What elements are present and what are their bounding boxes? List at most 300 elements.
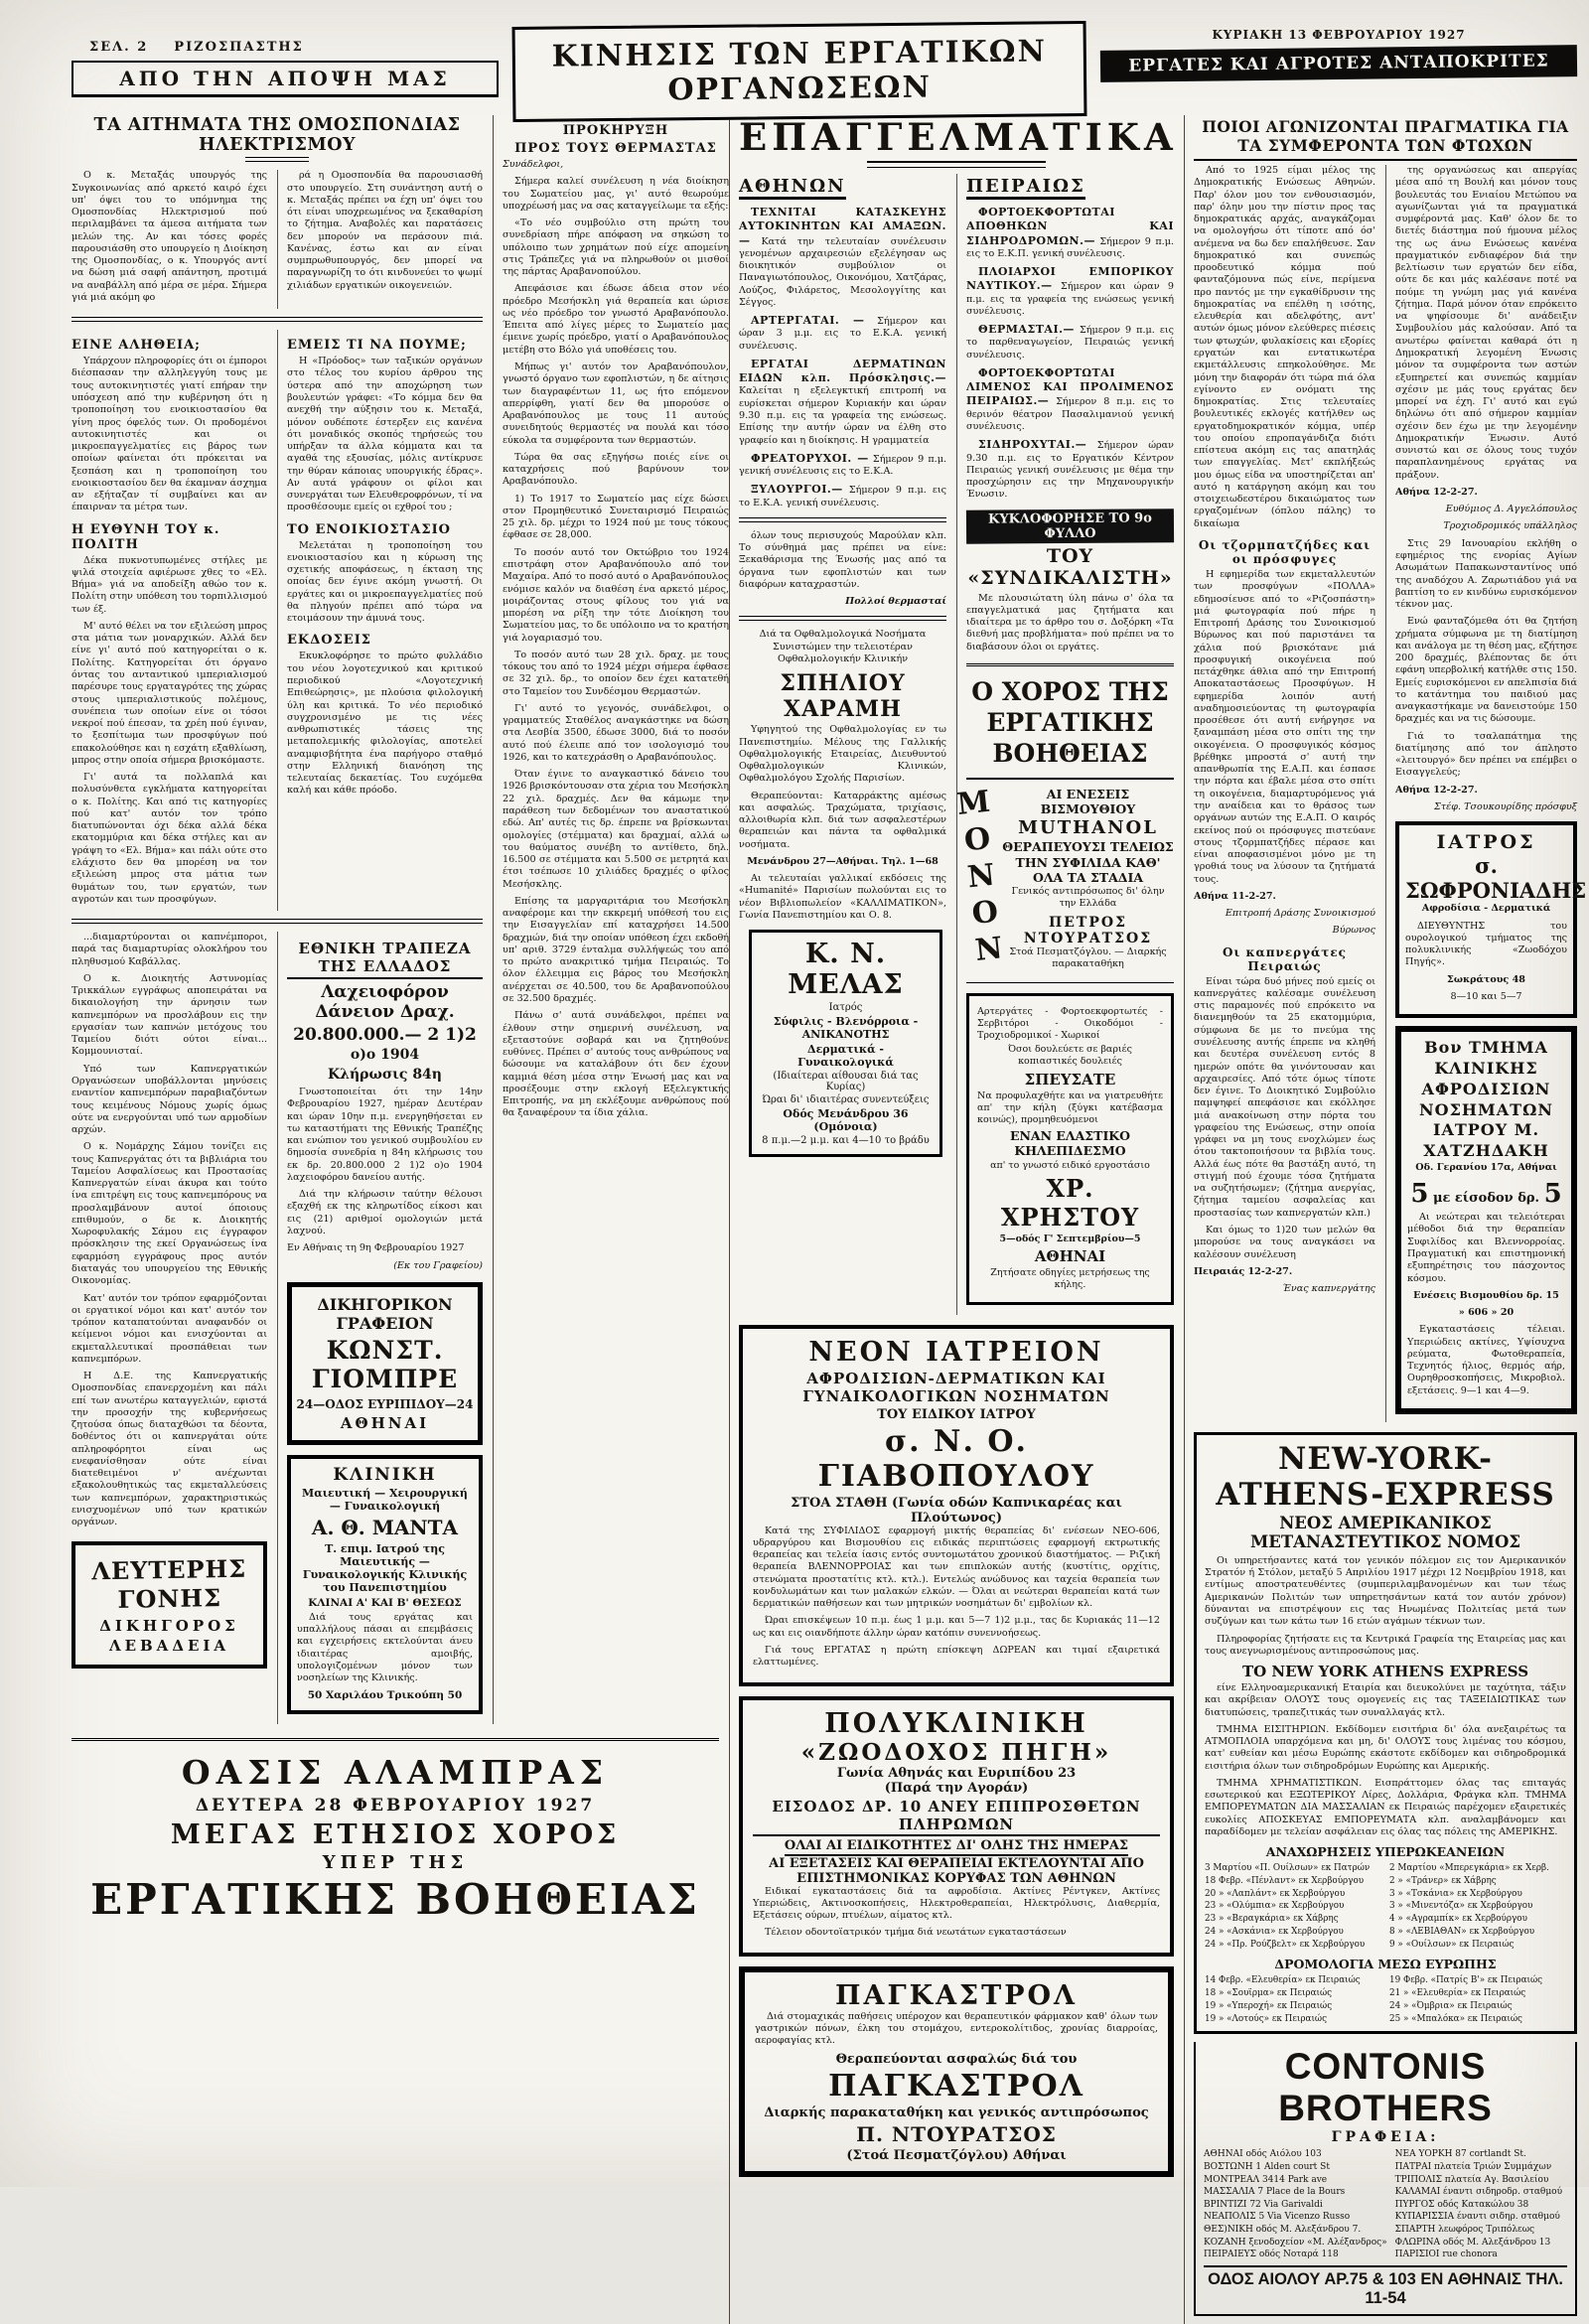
- ad-line: ΑΙ ΕΝΕΣΕΙΣ ΒΙΣΜΟΥΘΙΟΥ: [1040, 786, 1136, 816]
- article-politis: [72, 522, 267, 906]
- article-ekdoseis: [287, 633, 483, 797]
- ad-title2: ΑΦΡΟΔΙΣΙΩΝ ΝΟΣΗΜΑΤΩΝ: [1419, 1079, 1553, 1119]
- ad-entry-fee: ΕΙΣΟΔΟΣ ΔΡ. 10 ΑΝΕΥ ΕΠΙΠΡΟΣΘΕΤΩΝ ΠΛΗΡΩΜΩΝ: [753, 1798, 1160, 1836]
- ad-hours: 8—10 και 5—7: [1450, 990, 1522, 1002]
- ad-text: Εγκαταστάσεις τέλειαι. Υπεριώδεις ακτίνες, Υψίσυχνα ρεύματα, Φωτοθεραπεία, Τεχνητός ήλιος, θερμός αήρ, Ουρηθροσκοπήσεις, Μικροβιολ. εξετάσεις. 9—1 και 4—9.: [1407, 1324, 1565, 1396]
- ad-venue: ΟΑΣΙΣ ΑΛΑΜΠΡΑΣ: [181, 1753, 610, 1793]
- correspondents-section: [1184, 115, 1587, 2324]
- ad-text: Ειδικαί εγκαταστάσεις διά τα αφροδίσια. Ακτίνες Ρέντγκεν, Ακτίνες Υπεριώδεις, Ακτινοσκοπήσεις, Ηλεκτροθεραπείαι, Ηλεκτρόλυσις, Διαθερμία, Εξετάσεις ούρων, πτυέλων, αίματος κτλ.: [753, 1885, 1160, 1922]
- article-eine-alitheia: [72, 338, 267, 513]
- ad-address: Μενάνδρου 27—Αθήναι. Τηλ. 1—68: [747, 855, 939, 867]
- article-text: Υπάρχουν πληροφορίες ότι οι έμποροι διέσπασαν την αλληλεγγύη τους με τους αυτοκινητιστές γιατί επήραν την υπόσχεση από την κυβέρνηση ότι η τροποποίηση του ενοικιοστασίου θα γίνη προς όφελός των. Οι προδομένοι αυτοκινητιστές και οι μικροεπαγγελματίες εις βάρος των οποίων φαίνεται ότι πρόκειται να ξεσπάση και η τροποποίηση του ενοικιοστασίου δεν θα έκαμναν άσχημα αν εξήταζαν τί συμβαίνει και αν έπαιρναν τα μέτρα των.: [72, 356, 267, 513]
- ad-price: » 606 » 20: [1458, 1307, 1515, 1319]
- letter-headline: Οι τζορμπατζήδες και οι πρόσφυγες: [1198, 537, 1372, 566]
- article-text: Μελετάται η τροποποίηση του ενοικιοστασίου και η κύρωση της σχετικής αποφάσεως, η έκταση της οποίας δεν έγινε ακόμη γνωστή. Οι εργάτες και οι μικροεπαγγελματίες πού θα πληγούν πρέπει από τώρα να ετοιμάσουν την άμυνά τους.: [287, 539, 483, 625]
- office-row: ΠΕΙΡΑΙΕΥΣ οδός Νοταρά 118: [1204, 2250, 1339, 2260]
- office-row: ΜΟΝΤΡΕΑΛ 3414 Park ave: [1204, 2174, 1328, 2185]
- notice-text: Σήμερον 9 π.μ. εις το Ε.Κ.Α. γενική συνέλευσις.: [739, 485, 946, 508]
- ad-title: NEW-YORK-ATHENS-EXPRESS: [1216, 1440, 1555, 1513]
- notice-title: ΦΡΕΑΤΟΡΥΧΟΙ. —: [751, 451, 869, 465]
- ad-product: ΕΝΑΝ ΕΛΑΣΤΙΚΟ ΚΗΛΕΠΙΔΕΣΜΟ: [1009, 1127, 1131, 1158]
- departure-row: 3 » «Μινεντόζα» εκ Χερβούργου: [1389, 1901, 1533, 1912]
- headline-rule: [245, 157, 309, 162]
- section-divider: [739, 616, 946, 621]
- article-proclamation-stokers: [503, 123, 729, 1120]
- ad-christou-truss: [966, 993, 1174, 1305]
- letter-kapnergates: [1194, 945, 1375, 1296]
- article-emeis: [287, 338, 483, 513]
- loan-year: ο)ο 1904: [350, 1047, 420, 1064]
- draw-number: Κλήρωσις 84η: [328, 1067, 442, 1084]
- article-headline: ΕΙΝΕ ΑΛΗΘΕΙΑ;: [72, 338, 201, 354]
- article-text: Μ' αυτό θέλει να τον εξιλεώση μπρος στα μάτια των μοναρχικών. Αλλά δεν είνε γι' αυτό πού κατηγορείται ο κ. Πολίτης. Κατηγορείται ότι όργανο όντας του ανταντικού ιμπεριαλισμού παρέσυρε τους εργαταγρότες της χώρας στους ιμπεριαλιστικούς πολέμους, συνέπεια των οποίων είνε οι τόσοι νεκροί πού έπεσαν, τα χρέη πού έγιναν, το ξεσπίτωμα των προσφύγων πού επακολούθησε και η εσχάτη εξαθλίωση, μπρος στην οποία σήμερα βρισκόμαστε.: [72, 620, 267, 766]
- ad-text: Διά τους εργάτας και υπαλλήλους πάσαι αι επεμβάσεις και εγχειρήσεις εκτελούνται άνευ ιδιαιτέρας αμοιβής, υπολογιζομένων μόνον των νοσηλείων της Κλινικής.: [297, 1611, 473, 1684]
- notice-title: ΞΥΛΟΥΡΓΟΙ.—: [751, 483, 843, 497]
- section-divider: [72, 317, 483, 322]
- ad-line: Ώραι δι' ιδιαιτέρας συνεντεύξεις: [762, 1094, 930, 1106]
- departure-row: 9 » «Ουίλσων» εκ Πειραιώς: [1389, 1939, 1515, 1950]
- fee-number: 5: [1410, 1179, 1429, 1210]
- office-row: ΒΡΙΝΤΙΖΙ 72 Via Garivaldi: [1204, 2199, 1323, 2210]
- notice-text: Σήμερον και ώραν 3 μ.μ. εις το Ε.Κ.Α. γενική συνέλευσις.: [739, 316, 946, 352]
- office-row: ΚΑΛΑΜΑΙ έναντι σιδηροδρ. σταθμού: [1394, 2187, 1563, 2198]
- departure-row: 14 Φεβρ. «Ελευθερία» εκ Πειραιώς: [1205, 1975, 1361, 1986]
- article-text: Υπό των Καπνεργατικών Οργανώσεων υποβάλλονται μηνύσεις εναντίον καπνεμπόρων παραβιαζόντων τους κειμένους Νόμους χωρίς όμως ούτε να ενεργούνται υπό των αρμοδίων αρχών.: [72, 1063, 267, 1136]
- notice-item: [739, 358, 946, 447]
- article-text: Απεφάσισε και έδωσε άδεια στον νέο πρόεδρο Μεσήσκλη γιά θεραπεία και ώρισε ως νέο πρόεδρο τον γνωστό Αραβανόπουλο. Έπειτα από λίγες μέρες το Σωματείο μας έμεινε χωρίς πρόεδρο, γιατί ο Αραβανόπουλος μετέβη στο Βόλο γιά υποθέσεις του.: [503, 283, 729, 356]
- ad-name: Κ. Ν. ΜΕΛΑΣ: [788, 939, 904, 1001]
- ad-call-to-action: ΣΠΕΥΣΑΤΕ: [1024, 1070, 1116, 1089]
- article-headline: ΠΡΟΚΗΡΥΞΗ: [562, 123, 669, 138]
- letter-date: Αθήνα 12-2-27.: [1395, 486, 1478, 498]
- offices-right: [1395, 2148, 1567, 2260]
- notice-text: Σήμερον 9 π.μ. εις το παρθεναγωγείον, Πειραιώς γενική συνέλευσις.: [966, 325, 1174, 361]
- header-rule: [867, 161, 1046, 168]
- correspondents-subcol-right: [1385, 165, 1587, 1422]
- notice-title: ΑΡΤΕΡΓΑΤΑΙ. —: [751, 314, 865, 328]
- office-row: ΚΟΖΑΝΗ ξενοδοχείον «Μ. Αλέξανδρος»: [1204, 2237, 1387, 2248]
- correspondents-subcol-left: [1194, 165, 1375, 1422]
- letter-signature: Τροχιοδρομικός υπάλληλος: [1443, 520, 1577, 532]
- ad-gonis-lawyer: [72, 1541, 267, 1669]
- ad-address: Στοά Πεσματζόγλου. — Διαρκής παρακαταθήκη: [1009, 946, 1167, 970]
- ad-line: ΚΛΙΝΑΙ Α' ΚΑΙ Β' ΘΕΣΕΩΣ: [308, 1596, 462, 1609]
- article-text: Κατ' αυτόν τον τρόπον εφαρμόζονται οι εργατικοί νόμοι και κατ' αυτόν τον τρόπον καταπατούνται αναφανδόν οι κείμενοι νόμοι και ενισχύονται αι εκμεταλλευτικαί προσπάθειαι των καπνεμπόρων.: [72, 1292, 267, 1365]
- notice-text: Σήμερον ώραν 9.30 π.μ. εις το Εργατικόν Κέντρον Πειραιώς γενική συνέλευσις με θέμα την προσχώρησιν εις την Μηχανουργικήν Ένωσιν.: [966, 440, 1174, 501]
- city-label-athens: ΑΘΗΝΩΝ: [739, 176, 846, 200]
- article-text: Εκυκλοφόρησε το πρώτο φυλλάδιο του νέου λογοτεχνικού και κριτικού περιοδικού «Λογοτεχνική Επιθεώρησις», με πλούσια φιλολογική ύλη και κριτικά. Το νέο περιοδικό συγχρονισμένο με τις νέες ανθρωπιστικές τάσεις της μεταπολεμικής φιλολογίας, αποτελεί αναμφισβήτητα ένα παρήγορο σταθμό στην Ελληνική διανόηση της τελευταίας δεκαετίας. Του ευχόμεθα καλή και κάθε πρόοδο.: [287, 651, 483, 797]
- departure-row: 19 Φεβρ. «Πατρίς Β'» εκ Πειραιώς: [1389, 1975, 1543, 1986]
- article-text: Τώρα θα σας εξηγήσω ποιές είνε οι καταχρήσεις πού βαρύνουν τον Αραβανόπουλο.: [503, 451, 729, 488]
- departure-row: 23 » «Ολύμπια» εκ Χερβούργου: [1205, 1901, 1345, 1912]
- ad-agent-name: Π. ΝΤΟΥΡΑΤΣΟΣ: [856, 2122, 1057, 2147]
- notice-title: ΦΟΡΤΟΕΚΦΟΡΤΩΤΑΙ ΑΠΟΘΗΚΩΝ ΚΑΙ ΣΙΔΗΡΟΔΡΟΜΩΝ.—: [966, 206, 1174, 247]
- departure-row: 21 » «Ελευθερία» εκ Πειραιώς: [1389, 1988, 1526, 1999]
- ad-text: Πληροφορίας ζητήσατε εις τα Κεντρικά Γραφεία της Εταιρείας μας και τους ανεγνωρισμένους αντιπροσώπους μας.: [1205, 1633, 1566, 1657]
- professional-piraeus: [956, 174, 1174, 1315]
- fee-number: 5: [1543, 1179, 1562, 1210]
- departure-row: 18 » «Σουϊρμα» εκ Πειραιώς: [1205, 1988, 1333, 1999]
- ad-brand: ΠΑΓΚΑΣΤΡΟΛ: [835, 1979, 1078, 2011]
- ad-note: Ζητήσατε οδηγίες μετρήσεως της κήλης.: [990, 1267, 1150, 1291]
- ad-pagkastrol: [739, 1966, 1174, 2178]
- ad-new-york-athens-express: [1194, 1432, 1577, 2035]
- ad-text: Θεραπεύονται: Καταρράκτης αμέσως και ασφαλώς. Τραχώματα, τριχίασις, αλλοιθωρία κλπ. διά των ασφαλεστέρων θεραπειών και πάντα τα οφθαλμικά νοσήματα.: [739, 790, 946, 850]
- article-text: Ο κ. Διοικητής Αστυνομίας Τρικκάλων εγγράφως αποπειράται να δικαιολογήση την άρνησιν των καπνεμπόρων να προσλάβουν εις την εργασίαν των καπνών μετόχους του Ταμείου διότι ούτοι είναι... Κομμουνισταί.: [72, 972, 267, 1058]
- ad-line: απ' το γνωστό ειδικό εργοστάσιο: [990, 1159, 1150, 1171]
- ad-line: Τ. επιμ. Ιατρού της Μαιευτικής — Γυναικολογικής Κλινικής του Πανεπιστημίου: [302, 1541, 468, 1594]
- ad-word-monon: ΜΟΝΟΝ: [954, 784, 1009, 970]
- article-text: Όταν έγινε το αναγκαστικό δάνειο του 1926 βρισκόντουσαν στα χέρια του Μεσήσκλη 22 χιλ. δραχμές. Δεν θα κάμωμε την παράθεση των δεδομένων του αναστατικού εδώ. Απ' αυτές τις δρ. έπρεπε να βρίσκωνται ομολογίες (στέμματα) και δραχμαί, αλλά ω του θαύματος συνέβη το αντίθετο, δηλ. 16.500 σε στέμματα και 5.500 σε μετρητά και έτσι τσέπωσε 10 χιλιάδες δραχμές ο φίλος Μεσήσκλης.: [503, 769, 729, 890]
- ad-text: Υφηγητού της Οφθαλμολογίας εν τω Πανεπιστημίω. Μέλους της Γαλλικής Οφθαλμολογικής Εταιρείας, Διευθυντού Οφθαλμολογικών Κλινικών, Οφθαλμολόγου Σχολής Παρισίων.: [739, 724, 946, 785]
- ad-beneficiary: ΕΡΓΑΤΙΚΗΣ ΒΟΗΘΕΙΑΣ: [90, 1875, 700, 1925]
- notice-text: Σήμερον 9 π.μ. εις το Ε.Κ.Π. γενική συνέλευσις.: [966, 235, 1174, 259]
- ad-contonis-brothers: [1194, 2042, 1577, 2315]
- article-electricity-demands: [72, 115, 483, 309]
- ad-line: ΥΠΕΡ ΤΗΣ: [322, 1852, 469, 1874]
- section-divider: [739, 517, 946, 522]
- ad-workers-note: Γιά τους ΕΡΓΑΤΑΣ η πρώτη επίσκεψη ΔΩΡΕΑΝ και τιμαί εξαιρετικά ελαττωμένες.: [753, 1644, 1160, 1669]
- departures-left: [1205, 1862, 1381, 1951]
- correspondents-headline: ΠΟΙΟΙ ΑΓΩΝΙΖΟΝΤΑΙ ΠΡΑΓΜΑΤΙΚΑ ΓΙΑ ΤΑ ΣΥΜΦΕΡΟΝΤΑ ΤΩΝ ΦΤΩΧΩΝ: [1194, 117, 1577, 161]
- masthead: [72, 14, 1577, 109]
- ad-company-name: CONTONIS BROTHERS: [1278, 2046, 1493, 2129]
- departure-row: 24 » «Όμβρια» εκ Πειραιώς: [1389, 2000, 1513, 2011]
- article-text: ρά η Ομοσπονδία θα παρουσιασθή στο υπουργείο. Στη συνάντηση αυτή ο κ. Μεταξάς πρέπει να έχη υπ' όψει του ότι είναι υποχρεωμένος να ξεκαθαρίση το ζήτημα. Αναβολές και παρατάσεις δεν μπορούν να περάσουν πιά. Κανένας, έστω και αν είναι συμπρωθυπουργός, δεν μπορεί να παραγνωρίζη το ότι κινδυνεύει το ψωμί χιλιάδων εργατικών οικογενειών.: [287, 170, 483, 291]
- letter-text: Είναι τώρα δυό μήνες πού εμείς οι καπνεργάτες καλέσαμε συνέλευση στις παραμονές πού επρόκειτο να διανεμηθούν τα 25 εκατομμύρια, σύμφωνα δε με το πνεύμα της συνέλευσης αυτής έπρεπε να κληθή και δευτέρα συνέλευση εντός 8 ημερών οπότε θα γινόντουσαν και αρχαιρεσίες. Από τότε όμως τίποτε δεν έγινε. Το Διοικητικό Συμβούλιο παμψηφεί απεφάσισε και εκόλλησε μιά ανακοίνωση στην πόρτα του γραφείου της Ενώσεως, στην οποία γράφει να μη τους ενοχλώμεν έως ότου τακτοποιήσουν τα βιβλία τους. Αλλά έως πότε θα βαστάξη αυτό, τη στιγμή πού έχουμε τόσα ζητήματα να συζητήσωμεν; (ζήτημα ανεργίας, ζήτημα ταμείου ασφαλείας και προστασίας των καπνεργατών κλπ.): [1194, 975, 1375, 1219]
- ad-national-bank: [287, 940, 483, 1272]
- letter-signature: Ευθύμιος Δ. Αγγελόπουλος: [1445, 504, 1577, 515]
- departures-title: ΑΝΑΧΩΡΗΣΕΙΣ ΥΠΕΡΩΚΕΑΝΕΙΩΝ: [1265, 1844, 1506, 1860]
- ad-title: Βον ΤΜΗΜΑ ΚΛΙΝΙΚΗΣ: [1424, 1038, 1548, 1078]
- letter-text: Η εφημερίδα των εκμεταλλευτών των προσφύγων «ΠΟΛΛΑ» εδημοσίευσε από το «Ριζοσπάστη» μιά φωτογραφία πού πήρε η Επιτροπή Δράσης του Συνοικισμού Βύρωνος και πού παριστάνει τα χάλια πού βρισκότανε μιά προσφυγική οικογένεια πού πετάχθηκε άθλια από την Επιτροπή Αποκαταστάσεως Προσφύγων. Η εφημερίδα λοιπόν αυτή αναδημοσιεύοντας τη φωτογραφία προσέθεσε ότι αυτή ενήργησε να ξαναμπάση μέσα στο σπίτι της την οικογένεια. Ο προσφυγικός κόσμος βρέθηκε μπροστά σ' αυτή την απανθρωπία της Ε.Α.Π. και έσπασε την πόρτα και έβαλε μέσα στο σπίτι τη οικογένεια, διαμαρτυρόμενος γιά την αναίδεια και το θράσος των οργάνων αυτών της Ε.Α.Π. Ο καιρός εκείνος πού οι πρόσφυγες πιστεύανε στους τζορμπατζήδες πέρασε και είναι αποφασισμένοι μόνο με τη γροθιά τους να λύσουν τα ζητήματά τους.: [1194, 568, 1375, 885]
- ad-address: Οδός Μενάνδρου 36 (Ομόνοια): [783, 1107, 909, 1134]
- left-section: [72, 115, 729, 2324]
- ad-line: Δερματικά - Γυναικολογικά: [797, 1043, 894, 1070]
- departure-row: 24 » «Ασκάνια» εκ Χερβούργου: [1205, 1926, 1344, 1937]
- office-row: ΝΕΑ ΥΟΡΚΗ 87 cortlandt St.: [1394, 2149, 1526, 2160]
- ad-line: (Παρά την Αγοράν): [884, 1780, 1029, 1796]
- notice-item: [966, 206, 1174, 260]
- ad-address: 24—ΟΔΟΣ ΕΥΡΙΠΙΔΟΥ—24: [296, 1396, 474, 1411]
- departure-row: 23 » «Βεραγκάρια» εκ Χάβρης: [1205, 1914, 1339, 1925]
- tobacco-subcol: [72, 932, 267, 1724]
- article-headline: Η ΕΥΘΥΝΗ ΤΟΥ κ. ΠΟΛΙΤΗ: [72, 521, 220, 552]
- article-headline: ΕΜΕΙΣ ΤΙ ΝΑ ΠΟΥΜΕ;: [287, 338, 467, 354]
- letter-date: Πειραιάς 12-2-27.: [1194, 1265, 1293, 1277]
- ad-brand-repeat: ΠΑΓΚΑΣΤΡΟΛ: [828, 2069, 1084, 2105]
- notice-title: ΣΙΔΗΡΟΧΥΤΑΙ.—: [978, 438, 1087, 452]
- article-text: Δέκα πυκνοτυπωμένες στήλες με ψιλά στοιχεία αφιέρωσε χθες το «Ελ. Βήμα» γιά να αποδείξη αθώο τον κ. Πολίτη στην υπόθεση του τορπιλλισμού των έξ.: [72, 554, 267, 615]
- notice-title: ΕΡΓΑΤΑΙ ΔΕΡΜΑΤΙΝΩΝ ΕΙΔΩΝ κλπ. Πρόσκλησις.—: [739, 357, 946, 385]
- letter-signature: Βύρωνος: [1332, 925, 1375, 937]
- office-row: ΑΘΗΝΑΙ οδός Αιόλου 103: [1204, 2149, 1322, 2160]
- article-subheadline: ΠΡΟΣ ΤΟΥΣ ΘΕΡΜΑΣΤΑΣ: [514, 141, 717, 156]
- departure-row: 18 Φεβρ. «Πένλαντ» εκ Χερβούργου: [1205, 1875, 1365, 1886]
- ad-title: ΚΛΙΝΙΚΗ: [333, 1464, 437, 1485]
- ad-line: ΑΙ ΕΞΕΤΑΣΕΙΣ ΚΑΙ ΘΕΡΑΠΕΙΑΙ ΕΚΤΕΛΟΥΝΤΑΙ ΑΠΟ ΕΠΙΣΤΗΜΟΝΙΚΑΣ ΚΟΡΥΦΑΣ ΤΩΝ ΑΘΗΝΩΝ: [769, 1855, 1144, 1886]
- letter-signature: Στέφ. Τσουκουρίδης πρόσφυξ: [1434, 801, 1577, 813]
- notice-humanite: Αι τελευταίαι γαλλικαί εκδόσεις της «Humanité» Παρισίων πωλούνται εις το νέον Βιβλιοπωλείον «ΚΑΛΛΙΜΑΤΙΚΟΝ», Γωνία Πανεπιστημίου και Ο. 8.: [739, 873, 946, 921]
- letter-text: Στις 29 Ιανουαρίου εκλήθη ο εφημέριος της ενορίας Αγίων Ασωμάτων Παπακωνσταντίνος υπό της αναδόχου Α. Ζαρωτιάδου γιά να βαπτίση το εν κινδύνω ευρισκόμενον τέκνον μας.: [1395, 537, 1577, 611]
- ad-text: Οι υπηρετήσαντες κατά τον γενικόν πόλεμον εις τον Αμερικανικόν Στρατόν ή Στόλον, μεταξύ 5 Απριλίου 1917 μέχρι 12 Νοεμβρίου 1918, και εντίμως αποστρατευθέντες (συμπεριλαμβανομένων και των τέως Αμερικανών Πολιτών των υπηρετησάντων κατά τον αυτόν χρόνον) δύνανται να επιστρέψουν εις τας Ηνωμένας Πολιτείας μετά των συζύγων και των κάτω των 16 ετών αγάμων τέκνων των.: [1205, 1554, 1566, 1628]
- offices-left: [1204, 2148, 1387, 2260]
- letter-tzormpatzides: [1194, 538, 1375, 938]
- via-left: [1205, 1974, 1381, 2025]
- notice-title: ΦΟΡΤΟΕΚΦΟΡΤΩΤΑΙ ΛΙΜΕΝΟΣ ΚΑΙ ΠΡΟΛΙΜΕΝΟΣ ΠΕΙΡΑΙΩΣ.—: [966, 365, 1174, 408]
- ad-line: ΤΟΥ ΕΙΔΙΚΟΥ ΙΑΤΡΟΥ: [877, 1406, 1036, 1422]
- salutation: Συνάδελφοι,: [503, 159, 564, 170]
- ad-line: Αφροδίσια - Δερματικά: [1421, 903, 1551, 915]
- ad-line: Όσοι δουλεύετε σε βαριές κοπιαστικές δουλειές: [1008, 1044, 1132, 1068]
- notice-text: Σήμερον και ώραν 9 π.μ. εις τα γραφεία της ενώσεως γενική συνέλευσις.: [966, 281, 1174, 317]
- ad-text: ΤΜΗΜΑ ΕΙΣΙΤΗΡΙΩΝ. Εκδίδομεν εισιτήρια δι' όλα ανεξαιρέτως τα ΑΤΜΟΠΛΟΙΑ υπαρχόμενα και μη, δι' ΟΛΟΥΣ τους λιμένας του κόσμου, κατ' ευθείαν και μέσω Ευρώπης εκάστοτε εκδίδομεν και σιδηροδρομικά εισιτήρια όλων των σιδηροδρόμων Ευρώπης και Αμερικής.: [1205, 1723, 1566, 1772]
- office-row: ΝΕΑΠΟΛΙΣ 5 Via Vicenzo Russo: [1204, 2212, 1351, 2223]
- notice-item: [739, 314, 946, 353]
- proclamation-column: [493, 115, 729, 1724]
- letter-date: Αθήνα 11-2-27.: [1194, 890, 1276, 902]
- ad-line: Σύφιλις - Βλενόρροια - ΑΝΙΚΑΝΟΤΗΣ: [773, 1015, 919, 1042]
- article-text: Ο κ. Μεταξάς υπουργός της Συγκοινωνίας από αρκετό καιρό έχει υπ' όψει του το υπόμνημα της Ομοσπονδίας Ηλεκτρισμού πού περιλαμβάνει τα άμεσα αιτήματα των μελών της. Αν και τόσες φορές παρουσιάσθη στο υπουργείο η Διοίκηση της Ομοσπονδίας, ο κ. Υπουργός αντί να δώση μιά σαφή απάντηση, προτιμά να αναβάλλη από μέρα σε μέρα. Σήμερα γιά μιά ακόμη φο: [72, 170, 267, 303]
- letter-text: Και όμως το 1)20 των μελών θα μπορούσε να τους αναγκάσει να καλέσουν συνέλευση: [1194, 1224, 1375, 1260]
- ad-line: ΛΕΒΑΔΕΙΑ: [108, 1636, 230, 1655]
- notice-item: [739, 483, 946, 509]
- page-columns: [72, 115, 1587, 2324]
- ad-text: Τέλειον οδοντοϊατρικόν τμήμα διά νεωτάτων εγκαταστάσεων: [765, 1927, 1067, 1939]
- ad-line: ΔΙΚΗΓΟΡΟΣ: [99, 1616, 239, 1635]
- office-row: ΜΑΣΣΑΛΙΑ 7 Place de la Bours: [1204, 2187, 1346, 2198]
- notice-title: ΠΛΟΙΑΡΧΟΙ ΕΜΠΟΡΙΚΟΥ ΝΑΥΤΙΚΟΥ.—: [966, 265, 1174, 293]
- ad-hours: Ώραι επισκέψεων 10 π.μ. έως 1 μ.μ. και 5—7 1)2 μ.μ., τας δε Κυριακάς 11—12 ως και εις οιανδήποτε άλλην ώραν κατόπιν συνεννοήσεως.: [753, 1615, 1160, 1639]
- via-europe-title: ΔΡΟΜΟΛΟΓΙΑ ΜΕΣΩ ΕΥΡΩΠΗΣ: [1274, 1957, 1497, 1972]
- letter-headline: Οι καπνεργάτες Πειραιώς: [1223, 944, 1347, 973]
- syndikalistis-title: ΤΟΥ «ΣΥΝΔΙΚΑΛΙΣΤΗ»: [967, 544, 1173, 589]
- ad-line: ΘΕΡΑΠΕΥΟΥΣΙ ΤΕΛΕΙΩΣ: [1002, 838, 1174, 854]
- via-europe-table: [1205, 1974, 1566, 2025]
- ad-address: (Στοά Πεσματζόγλου) Αθήναι: [846, 2148, 1067, 2164]
- opinion-subcol-right: [277, 330, 483, 911]
- ad-line: ΤΗΝ ΣΥΦΙΛΙΔΑ ΚΑΘ' ΟΛΑ ΤΑ ΣΤΑΔΙΑ: [1015, 854, 1161, 885]
- notice-title: ΤΕΧΝΙΤΑΙ ΚΑΤΑΣΚΕΥΗΣ ΑΥΤΟΚΙΝΗΤΩΝ ΚΑΙ ΑΜΑΞΩΝ.—: [739, 206, 946, 247]
- office-row: ΠΑΤΡΑΙ πλατεία Τριών Συμμάχων: [1394, 2162, 1552, 2173]
- ad-name: ΛΕΥΤΕΡΗΣ ΓΟΝΗΣ: [91, 1553, 247, 1614]
- ad-subtitle: ΝΕΟΣ ΑΜΕΡΙΚΑΝΙΚΟΣ ΜΕΤΑΝΑΣΤΕΥΤΙΚΟΣ ΝΟΜΟΣ: [1250, 1513, 1520, 1551]
- ad-intro: Διά τα Οφθαλμολογικά Νοσήματα Συνιστώμεν την τελειοτέραν Οφθαλμολογικήν Κλινικήν: [759, 629, 927, 664]
- article-signature: Πολλοί θερμασταί: [845, 596, 946, 608]
- letter-text: Ενώ φανταζόμεθα ότι θα ζητήση χρήματα σύμφωνα με τη διατίμηση και ανάλογα με τη θέση μας, εζήτησε 200 δραχμές, βλέποντας δε ότι εφάνη υπερβολική κατήλθε στις 150. Εμείς ευρισκόμενοι εν απελπισία διά το κατάντημα του παιδιού μας αναγκαστήκαμε να δανειστούμε 150 δραχμές και να τις δώσουμε.: [1395, 616, 1577, 725]
- header-line: Ο ΧΟΡΟΣ ΤΗΣ: [971, 676, 1169, 706]
- ad-date: Εν Αθήναις τη 9η Φεβρουαρίου 1927: [287, 1242, 465, 1254]
- city-label-piraeus: ΠΕΙΡΑΙΩΣ: [966, 176, 1085, 200]
- ad-text: Διά την κλήρωσιν ταύτην θέλουσι εξαχθή εκ της κληρωτίδος είκοσι και εις (21) αριθμοί ομολογιών μετά λαχνού.: [287, 1189, 483, 1236]
- article-headline: ΤΟ ΕΝΟΙΚΙΟΣΤΑΣΙΟ: [287, 521, 451, 537]
- article-text: Ο κ. Νομάρχης Σάμου τονίζει εις τους Καπνεργάτας ότι τα βιβλιάρια του Ταμείου Ασφαλίσεως και Προστασίας Καπνεργατών είναι άκυρα και τούτο ίνα επιτρέψη εις τους καπνεμπόρους να προσλαμβάνουν αυτοί όποιους επιθυμούν, ο δε κ. Διοικητής Χωροφυλακής Σάμου εις έγγραφον πρόσκλησιν της εκεί Οργανώσεως ίνα εφαρμόση εγγράφους προς αυτόν διαταγάς του υπουργείου της Εθνικής Οικονομίας.: [72, 1141, 267, 1287]
- article-text: όλων τους περισυχούς Μαρούλαν κλπ. Το σύνθημά μας πρέπει να είνε: Ξεκαθάρισμα της Ένωσής μας από τα όργανα των εφοπλιστών και των διαφόρων καταχραστών.: [739, 529, 946, 590]
- ad-city: ΑΘΗΝΑΙ: [1034, 1247, 1106, 1266]
- notice-item: [739, 206, 946, 309]
- notice-text: Καλείται η εξελεγκτική επιτροπή να ευρίσκεται σήμερον Κυριακήν και ώραν 9.30 π.μ. εις τα γραφεία της ενώσεως. Επίσης την αυτήν ώραν να έλθη στο γραφείο και η διοίκησις. Η γραμματεία: [739, 385, 946, 446]
- ad-melas-doctor: [749, 930, 942, 1157]
- ad-doctor-name: ΙΑΤΡΟΥ Μ. ΧΑΤΖΗΔΑΚΗ: [1423, 1120, 1549, 1161]
- ad-name: Α. Θ. ΜΑΝΤΑ: [311, 1515, 459, 1539]
- ad-text: Να προφυλαχθήτε και να γιατρευθήτε απ' την κήλη (ξύγκι κατέβασμα κοινώς), προμηθευόμενοι: [977, 1089, 1163, 1125]
- office-row: ΣΠΑΡΤΗ λεωφόρος Τριπόλεως: [1394, 2225, 1535, 2236]
- departures-table: [1205, 1862, 1566, 1951]
- article-text: Το ποσόν αυτό των 28 χιλ. δραχ. με τους τόκους του από το 1924 μέχρι σήμερα έφθασε σε 32 χιλ. δρ., το οποίον δεν έχει κατατεθή στο Ταμείον του Συνδέσμου Θερμαστών.: [503, 649, 729, 697]
- notice-text: Σήμερον 8 π.μ. εις το θερινόν θέατρον Πασαλιμανιού γενική συνέλευσις.: [966, 396, 1174, 432]
- letter-text: της οργανώσεως και απεργίας μέσα από τη Βουλή και μόνον τους βουλευτάς του Ενιαίου Μετώπου να αγωνίζωνται γιά τα πραγματικά συμφέροντά μας. Καθ' όλον δε το διετές διάστημα πού ήμουνα μέλος της ως άνω Ενώσεως κανένα πραγματικόν ενδιαφέρον διά την βελτίωσιν των εργατών δεν είδα, ούτε δε και μάς καλέσανε ποτέ να πούμε τη γνώμη μας γιά κανένα ζήτημα. Παρά μόνον όταν επρόκειτο να ψηφίσουμε δι' ανάδειξιν Συμβουλίου μάς καλούσαν. Από τα ανωτέρω φαίνεται καθαρά ότι η Δημοκρατική λεγομένη Ένωσις μόνον τα συμφέροντα των αστών εξυπηρετεί και συνεπώς καμμίαν σχέσιν με μάς τους εργάτας δεν μπορεί να έχη. Γι' αυτό και εγώ δηλώνω ότι από σήμερον καμμίαν σχέσιν δεν έχω με την λεγομένην Δημοκρατικήν Ένωσιν. Αυτό συνιστώ και σε όλους τους τυχόν παραπλανημένους εργάτας να πράξουν.: [1395, 165, 1577, 481]
- ad-address: Σωκράτους 48: [1447, 973, 1525, 985]
- letter-signature: Ένας καπνεργάτης: [1282, 1283, 1375, 1295]
- section-banner-opinion-label: ΑΠΟ ΤΗΝ ΑΠΟΨΗ ΜΑΣ: [119, 67, 451, 90]
- notice-text: Κατά την τελευταίαν συνέλευσιν γενομένων αρχαιρεσιών εξελέγησαν ως διοικητικόν συμβούλιον οι Παναγιωτόπουλος, Οικονόμου, Χατζάρας, Λούζος, Φιλάρετος, Μεσολογγίτης και Σέγγος.: [739, 235, 946, 308]
- article-text: Η Δ.Ε. της Καπνεργατικής Ομοσπονδίας επανερχομένη και πάλι επί των ανωτέρω καταγγελιών, εφιστά την προσοχήν της κυβερνήσεως ζητούσα όπως διαταχθώσι τα δέοντα, δοθέντος ότι οι καπνεργάται ούτε απληροφόρητοι είναι ως ενεφανίσθησαν ούτε είναι διατεθειμένοι ν' ανέχωνται εξακολουθητικώς τας εκμεταλλεύσεις των καπνεμπόρων, χαρακτηριστικώς ενισχυομένων υπό των κρατικών οργάνων.: [72, 1371, 267, 1528]
- section-banner-unions-label: ΚΙΝΗΣΙΣ ΤΩΝ ΕΡΓΑΤΙΚΩΝ ΟΡΓΑΝΩΣΕΩΝ: [551, 34, 1048, 108]
- ad-line: Μαιευτική — Χειρουργική — Γυναικολογική: [302, 1486, 468, 1513]
- article-headline: ΤΑ ΑΙΤΗΜΑΤΑ ΤΗΣ ΟΜΟΣΠΟΝΔΙΑΣ ΗΛΕΚΤΡΙΣΜΟΥ: [93, 115, 461, 156]
- departure-row: 3 » «Τσκάνια» εκ Χερβούργου: [1389, 1888, 1522, 1899]
- page-number: ΣΕΛ. 2: [89, 40, 149, 55]
- article-text: Η «Πρόοδος» των ταξικών οργάνων στο τέλος του κυρίου άρθρου της ύστερα από την αποχώρηση των βουλευτών γράφει: «Το κόμμα δεν θα ανεχθή την αύξησιν του κ. Μεταξά, μόνον ουδέποτε έστερξεν εις κανένα ότι μοναδικός σκοπός τηρήσεώς του υπήρξαν τα άλλα κόμματα και τα αγαθά της εξουσίας, μόλις αντίκρυσε την θύραν κάποιας υπουργικής έδρας». Αν αυτά γράφουν οι φίλοι και συνεργάται των Ελευθεροφρόνων, τί να προσθέσουμε εμείς οι εχθροί του ;: [287, 356, 483, 513]
- ad-agent-name: ΠΕΤΡΟΣ ΝΤΟΥΡΑΤΣΟΣ: [1023, 915, 1153, 947]
- ad-line: Διαρκής παρακαταθήκη και γενικός αντιπρόσωπος: [764, 2106, 1149, 2121]
- departure-row: 2 Μαρτίου «Μπερεγκάρια» εκ Χερβ.: [1389, 1863, 1549, 1874]
- ad-city: ΑΘΗΝΑΙ: [340, 1413, 430, 1432]
- ad-text: είνε Ελληνοαμερικανική Εταιρία και διευκολύνει με ταχύτητα, τάξιν και ακρίβειαν ΟΛΟΥΣ τους ομογενείς εις τας ΤΑΞΕΙΔΙΩΤΙΚΑΣ των διατυπώσεις, τραπεζιτικάς των συναλλαγάς κτλ.: [1205, 1682, 1566, 1718]
- bank-subcol: [277, 932, 483, 1724]
- ad-muthanol: [954, 778, 1174, 983]
- departure-row: 4 » «Αγραμπίκ» εκ Χερβούργου: [1389, 1914, 1527, 1925]
- notice-item: [739, 452, 946, 479]
- ad-title: ΕΘΝΙΚΗ ΤΡΑΠΕΖΑ ΤΗΣ ΕΛΛΑΔΟΣ: [287, 940, 483, 979]
- ad-line: Γενικός αντιπρόσωπος δι' όλην την Ελλάδα: [1011, 885, 1165, 909]
- office-row: ΤΡΙΠΟΛΙΣ πλατεία Αγ. Βασιλείου: [1394, 2174, 1549, 2185]
- article-text: ...διαμαρτύρονται οι καπνέμποροι, παρά τας διαμαρτυρίας ολοκλήρου του πληθυσμού Καβάλλας.: [72, 932, 267, 967]
- via-right: [1389, 1974, 1566, 2025]
- ad-price: Ενέσεις Βισμουθίου δρ. 15: [1413, 1289, 1559, 1301]
- offices-label: ΓΡΑΦΕΙΑ:: [1331, 2129, 1440, 2146]
- ad-line: Λαχειοφόρον Δάνειον Δραχ.: [315, 982, 455, 1023]
- departure-row: 20 » «Λαπλάντ» εκ Χερβούργου: [1205, 1888, 1346, 1899]
- ad-line: ΔΙΚΗΓΟΡΙΚΟΝ ΓΡΑΦΕΙΟΝ: [317, 1294, 453, 1333]
- office-row: ΘΕΣ)ΝΙΚΗ οδός Μ. Αλεξάνδρου 7.: [1204, 2225, 1362, 2236]
- ad-signature: (Εκ του Γραφείου): [393, 1259, 483, 1271]
- ad-oasis-alhambra: [72, 1738, 719, 1924]
- ad-title: ΝΕΟΝ ΙΑΤΡΕΙΟΝ: [808, 1336, 1104, 1368]
- ad-hatzidakis-clinic: [1395, 1026, 1577, 1414]
- professional-athens: [739, 174, 946, 1315]
- ad-charami-clinic: [739, 629, 946, 868]
- notice-item: [966, 323, 1174, 362]
- ad-address: 50 Χαριλάου Τρικούπη 50: [307, 1689, 463, 1702]
- ad-manta-clinic: [287, 1455, 483, 1715]
- article-text: Επίσης τα μαργαριτάρια του Μεσήσκλη αναφέρομε και την εκκρεμή υπόθεσή του εις την Εισαγγελίαν επί καταχρήσει 14.500 δραχμών, διά την οποίαν υπόθεση έχει εκδοθή υπ' αριθ. 3729 ένταλμα συλλήψεώς του από το πρώτο ανακριτικό τμήμα Πειραιώς. Το όλον έλλειμμα εις βάρος του Μεσήσκλη ανέρχεται σε 40.500, του δε Αραβανοπούλου σε 32.500 δραχμές.: [503, 895, 729, 1004]
- ad-giavopoulou-clinic: [739, 1325, 1174, 1686]
- ad-name: ΣΠΗΛΙΟΥ ΧΑΡΑΜΗ: [780, 670, 906, 723]
- ad-brand: MUTHANOL: [1018, 816, 1158, 838]
- professional-section: [729, 115, 1178, 2324]
- ad-doctor-name: σ. Ν. Ο. ΓΙΑΒΟΠΟΥΛΟΥ: [817, 1423, 1095, 1494]
- ad-subtitle: ΑΦΡΟΔΙΣΙΩΝ-ΔΕΡΜΑΤΙΚΩΝ ΚΑΙ ΓΥΝΑΙΚΟΛΟΓΙΚΩΝ ΝΟΣΗΜΑΤΩΝ: [802, 1369, 1110, 1405]
- section-banner-opinion: [72, 61, 499, 97]
- article-text: Σήμερα καλεί συνέλευση η νέα διοίκηση του Σωματείου μας, γι' αυτό θεωρούμε υποχρέωσή μας να σας καταγγείλωμε τα εξής:: [503, 176, 729, 212]
- departures-right: [1389, 1862, 1566, 1951]
- workers-aid-ball-header: [966, 663, 1174, 770]
- letter-text: Γιά το τσαλαπάτημα της διατίμησης από τον άπληστο «λειτουργό» δεν πρέπει να επέμβει ο Εισαγγελεύς;: [1395, 730, 1577, 779]
- ad-title2: «ΖΩΟΔΟΧΟΣ ΠΗΓΗ»: [800, 1738, 1112, 1766]
- article-enoikiostasio: [287, 522, 483, 626]
- ad-title: ΠΟΛΥΚΛΙΝΙΚΗ: [824, 1707, 1088, 1739]
- ad-date: ΔΕΥΤΕΡΑ 28 ΦΕΒΡΟΥΑΡΙΟΥ 1927: [195, 1796, 596, 1816]
- syndikalistis-banner: ΚΥΚΛΟΦΟΡΗΣΕ ΤΟ 9ο ΦΥΛΛΟ: [966, 508, 1174, 543]
- article-text: Το ποσόν αυτό τον Οκτώβριο του 1924 επιστράφη στον Αραβανόπουλο από τον Μαχαίρα. Από το ποσό αυτό ο Αραβανόπουλος ενόμισε καλόν να διαθέση ένα αρκετό μέρος, μοιράζοντας στους φίλους του γιά να μπορέση να ρίξη την τότε Διοίκηση του Σωματείου μας, το δε υπόλοιπο να το κρατήση γιά λογαριασμό του.: [503, 546, 729, 644]
- ad-text: ΤΜΗΜΑ ΧΡΗΜΑΤΙΣΤΙΚΩΝ. Εισπράττομεν όλας τας επιταγάς εσωτερικού και ΕΞΩΤΕΡΙΚΟΥ Λίρες, Δολλάρια, Φράγκα κλπ. ΤΜΗΜΑ ΕΜΠΟΡΕΥΜΑΤΩΝ ΔΙΑ ΜΑΣΣΑΛΙΑΝ εκ Πειραιώς παρέχομεν εξαιρετικές ευκολίες ΑΠΟΣΚΕΥΑΣ ΕΜΠΟΡΕΥΜΑΤΑ κλπ. αναλαμβάνομεν και παραδίδομεν με τελείαν ασφάλειαν εις όλας τας πόλεις της ΑΜΕΡΙΚΗΣ.: [1205, 1777, 1566, 1837]
- ad-text: ΔΙΕΥΘΥΝΤΗΣ του ουρολογικού τμήματος της πολυκλινικής «Ζωοδόχου Πηγής».: [1405, 920, 1567, 968]
- ad-text: Γνωστοποιείται ότι την 14ην Φεβρουαρίου 1927, ημέραν Δευτέραν και ώραν 10ην π.μ. ενεργηθήσεται εν τω καταστήματι της Εθνικής Τραπέζης και ενώπιον του γενικού συμβουλίου εν δημοσία συνεδρία η 84η κλήρωσις του εκ δρ. 20.800.000 2 1)2 ο)ο 1904 λαχειοφόρου δανείου αυτής.: [287, 1087, 483, 1183]
- ad-address: Γωνία Αθηνάς και Ευριπίδου 23: [836, 1765, 1077, 1781]
- article-text: Γι' αυτά τα πολλαπλά και πολυσύνθετα εγκλήματα κατηγορείται ο κ. Πολίτης. Και από τις κατηγορίες πού κατ' αυτόν τον τρόπο διατυπώνονται όχι δέκα αλλά δέκα εκατομμύρια και δέκα στήλες και αν γράψη το «Ελ. Βήμα» και πάλι ούτε στο ελάχιστο δεν θα μπορέση να τον εξιλεώση μπρος στα μάτια των θυμάτων του, των εργατών, των αγροτών και των προσφύγων.: [72, 772, 267, 905]
- opinion-subcol-left: [72, 330, 267, 911]
- ad-hours: 8 π.μ.—2 μ.μ. και 4—10 το βράδυ: [762, 1135, 930, 1147]
- loan-amount: 20.800.000.— 2 1)2: [293, 1025, 477, 1046]
- notice-item: [966, 438, 1174, 501]
- ad-text: Αι νεώτεραι και τελειότεραι μέθοδοι διά την θεραπείαν Συφιλίδος και Βλεννορροίας. Πραγματική και επιστημονική εξυπηρέτησις του πάσχοντος κόσμου.: [1407, 1212, 1565, 1284]
- professional-header: ΕΠΑΓΓΕΛΜΑΤΙΚΑ: [739, 115, 1178, 159]
- office-row: ΦΛΩΡΙΝΑ οδός Μ. Αλεξάνδρου 13: [1394, 2237, 1551, 2248]
- office-row: ΠΑΡΙΣΙΟΙ rue chonora: [1394, 2250, 1498, 2260]
- header-line: ΕΡΓΑΤΙΚΗΣ ΒΟΗΘΕΙΑΣ: [986, 708, 1154, 769]
- article-text: Γι' αυτό το γεγονός, συνάδελφοι, ο γραμματεύς Σταθέλος αναγκάστηκε να δώση στα Λεσβία 3500, έδωσε 3000, διά το ποσόν αυτό πού έλειπε από τον ισολογισμό του 1926, και το κατεχράσθη ο Αραβανόπουλος.: [503, 702, 729, 763]
- departure-row: 24 » «Πρ. Ρούζβελτ» εκ Χερβούργου: [1205, 1939, 1366, 1950]
- departure-row: 3 Μαρτίου «Π. Ουίλσων» εκ Πατρών: [1205, 1863, 1371, 1874]
- ad-address: Οδ. Γερανίου 17α, Αθήναι: [1415, 1161, 1557, 1173]
- ad-audience: Αρτεργάτες - Φορτοεκφορτωτές - Σερβιτόροι - Οικοδόμοι - Τροχιοδρομικοί - Χωρικοί: [977, 1005, 1163, 1042]
- ad-name: ΧΡ. ΧΡΗΣΤΟΥ: [1000, 1174, 1140, 1233]
- section-divider: [72, 919, 483, 924]
- letter-signature: Επιτροπή Δράσης Συνοικισμού: [1225, 908, 1375, 920]
- departure-row: 2 » «Τράνερ» εκ Χάβρης: [1389, 1875, 1497, 1886]
- ad-text: Κατά της ΣΥΦΙΛΙΔΟΣ εφαρμογή μικτής θεραπείας δι' ενέσεων ΝΕΟ-606, υδραργύρου και Βισμουθίου εις ειδικάς περιπτώσεις εφαρμογή εκτρωτικής θεραπείας και τελεία ίασις εντός συντομωτάτου χρονικού διαστήματος. — Ριζική θεραπεία ΒΛΕΝΝΟΡΡΟΙΑΣ και των επιπλοκών αυτής (κυστίτις, ορχίτις, στενώματα προστατίτις κτλ. κτλ.). Εντελώς ανώδυνος και ταχεία θεραπεία των κονδυλωμάτων και των μαλακών ελκών. — Όλαι αι νεώτεραι θεραπείαι κατά των δερματικών παθήσεων και των μητρικών νοσημάτων δι' εμβολίων κλ.: [753, 1525, 1160, 1610]
- ad-line: Ιατρός: [828, 1002, 863, 1014]
- ad-event: ΜΕΓΑΣ ΕΤΗΣΙΟΣ ΧΟΡΟΣ: [170, 1819, 621, 1851]
- article-text: 1) Το 1917 το Σωματείο μας είχε δώσει στον Προμηθευτικό Συνεταιρισμό Πειραιώς 25 χιλ. δρ. μέχρι το 1924 πού με τους τόκους έφθασε σε 28,000.: [503, 493, 729, 541]
- ad-line: Θεραπεύονται ασφαλώς διά του: [835, 2052, 1078, 2068]
- office-row: ΠΥΡΓΟΣ οδός Κατακώλου 38: [1394, 2199, 1529, 2210]
- paper-title: ΡΙΖΟΣΠΑΣΤΗΣ: [174, 40, 304, 55]
- ad-polyclinic-zoodochos: [739, 1696, 1174, 1957]
- ad-text: Διά στομαχικάς παθήσεις υπέροχον και θεραπευτικόν φάρμακον καθ' όλων των γαστρικών πόνων, έλκη του στομάχου, εντεροκολίτιδος, χρονίας διαρροίας, αεροφαγίας κτλ.: [755, 2010, 1158, 2047]
- letter-text: Από το 1925 είμαι μέλος της Δημοκρατικής Ενώσεως Αθηνών. Παρ' όλον μου τον ενθουσιασμόν, παρ' όλην μου την πίστιν προς τας δημοκρατικάς αρχάς, αναγκάζομαι να ομολογήσω ότι τίποτε από όσ' ανέμενα να δω δεν επαλήθευσε. Σαν δημοκρατικό και συνεπώς προοδευτικό κόμμα πού φανταζόμουνα πώς είνε, περίμενα προ παντός με την εγκαθίδρυσιν της δημοκρατίας να επέλθη η ισότης, ελευθερία και αδελφότης, αντ' αυτών όμως μόνον ελεύθερες πιέσεις των φτωχών, φυλακίσεις και εξορίες εργατών και εντατικωτέρα εκμετάλλευσις επηκολούθησε. Με μόνη την διαφοράν ότι τώρα πιά όλα εγίνοντο εν ονόματι της δημοκρατίας. Στις τελευταίες βουλευτικές εκλογές κατήλθεν ως εργατοδημοκρατικόν κόμμα, υπέρ του οποίου επροπαγάνδιζα διότι επίστευα ακόμη εις τας απατηλάς των επαγγελίας. Μετ' εκπλήξεώς μου όμως είδα να υποστηρίζεται απ' αυτό η κατάργηση ακόμη και του στοιχειωδεστέρου δικαιώματος των εργαζομένων (όπλου πάλης) το δικαίωμα: [1194, 165, 1375, 529]
- ad-footer-address: ΟΔΟΣ ΑΙΟΛΟΥ ΑΡ.75 & 103 ΕΝ ΑΘΗΝΑΙΣ ΤΗΛ. 11-54: [1204, 2265, 1567, 2308]
- office-row: ΚΥΠΑΡΙΣΣΙΑ έναντι σιδηρ. σταθμού: [1394, 2212, 1560, 2223]
- ad-giompre-law-office: [287, 1282, 483, 1445]
- issue-date: ΚΥΡΙΑΚΗ 13 ΦΕΒΡΟΥΑΡΙΟΥ 1927: [1212, 28, 1466, 42]
- ad-address: 5—οδός Γ' Σεπτεμβρίου—5: [999, 1234, 1141, 1245]
- article-text: Πάνω σ' αυτά συνάδελφοι, πρέπει να έλθουν στην σημερινή συνέλευση, να εξεταστούνε σοβαρά και να ζητηθούνε ευθύνες. Πρέπει σ' αυτούς τους ανθρώπους να δώσουμε να καταλάβουν ότι δεν έχουν καμμιά θέση μέσα στην Ένωσή μας και να προσέξουμε στην εκλογή Εξελεγκτικής Επιτροπής, να μη εκλέξουμε ανθρώπους πού θα ξαναφέρουν τα ίδια χάλια.: [503, 1010, 729, 1119]
- notice-item: [966, 265, 1174, 318]
- departure-row: 19 » «Λοτούς» εκ Πειραιώς: [1205, 2013, 1328, 2024]
- notice-text: Σήμερον 9 π.μ. γενική συνέλευσις εις το Ε.Κ.Α.: [739, 453, 946, 478]
- section-banner-unions: [512, 21, 1087, 122]
- section-banner-correspondents: ΕΡΓΑΤΕΣ ΚΑΙ ΑΓΡΟΤΕΣ ΑΝΤΑΠΟΚΡΙΤΕΣ: [1100, 45, 1577, 82]
- ad-sofroniadis: [1395, 821, 1587, 1018]
- departure-row: 19 » «Υπεροχή» εκ Πειραιώς: [1205, 2000, 1333, 2011]
- notice-title: ΘΕΡΜΑΣΤΑΙ.—: [978, 323, 1075, 337]
- departure-row: 8 » «ΛΕΒΙΑΘΑΝ» εκ Χερβούργου: [1389, 1926, 1535, 1937]
- syndikalistis-text: Με πλουσιώτατη ύλη πάνω σ' όλα τα επαγγελματικά μας ζητήματα και ιδιαίτερα με το άρθρο του σ. Δοξόρκη «Τα διεθνή μας προβλήματα» πού πρέπει να το διαβάσουν όλοι οι εργάτες.: [966, 592, 1174, 653]
- ad-title: ΙΑΤΡΟΣ: [1436, 831, 1536, 854]
- article-headline: ΕΚΔΟΣΕΙΣ: [287, 633, 371, 649]
